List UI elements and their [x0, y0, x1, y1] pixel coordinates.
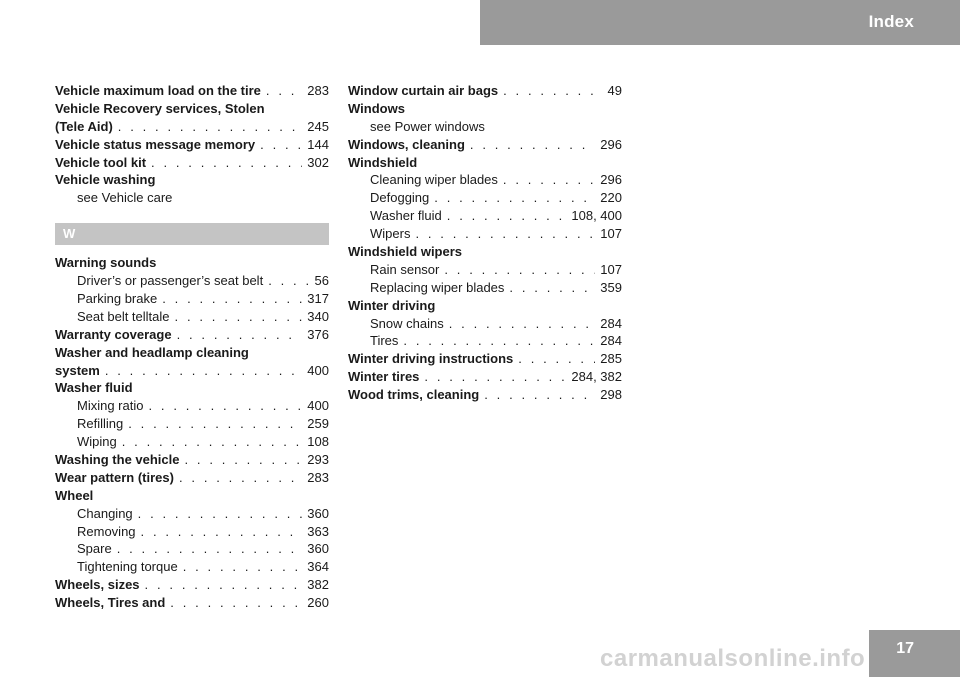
leader-dots [266, 82, 302, 100]
index-entry [55, 362, 329, 380]
index-entry [55, 344, 329, 362]
entry-text: Spare [77, 541, 112, 557]
entry-page: 285 [600, 351, 622, 367]
index-subentry [55, 558, 329, 576]
entry-text: Removing [77, 523, 136, 539]
index-entry [55, 254, 329, 272]
entry-page: 296 [600, 136, 622, 152]
leader-dots [260, 136, 302, 154]
leader-dots [503, 82, 602, 100]
leader-dots [518, 350, 595, 368]
entry-text: Windows, cleaning [348, 136, 465, 152]
entry-page: 317 [307, 291, 329, 307]
entry-text: see Power windows [370, 118, 485, 134]
entry-page: 283 [307, 469, 329, 485]
entry-page: 296 [600, 172, 622, 188]
entry-page: 400 [307, 398, 329, 414]
entry-text: Washer and headlamp cleaning [55, 344, 249, 360]
entry-page: 108 [307, 434, 329, 450]
entry-text: Window curtain air bags [348, 83, 499, 98]
entry-page: 259 [307, 416, 329, 432]
index-group-w-continued [348, 82, 622, 404]
index-subentry [55, 433, 329, 451]
leader-dots [434, 189, 595, 207]
entry-text: Defogging [370, 190, 430, 206]
index-subentry [348, 332, 622, 350]
leader-dots [179, 469, 302, 487]
header-band [480, 0, 960, 45]
leader-dots [117, 540, 303, 558]
entry-page: 382 [307, 577, 329, 593]
entry-page: 363 [307, 523, 329, 539]
index-entry [55, 594, 329, 612]
index-entry [348, 243, 622, 261]
index-subentry [55, 290, 329, 308]
entry-page: 284, 382 [571, 369, 622, 385]
leader-dots [141, 523, 303, 541]
entry-text: Winter driving [348, 297, 436, 313]
entry-text: Warranty coverage [55, 326, 172, 342]
entry-page: 107 [600, 261, 622, 277]
index-entry [55, 379, 329, 397]
leader-dots [449, 315, 596, 333]
index-subentry [55, 523, 329, 541]
index-subentry [55, 397, 329, 415]
entry-page: 260 [307, 595, 329, 611]
entry-page: 144 [307, 136, 329, 152]
entry-page: 284 [600, 333, 622, 349]
entry-page: 293 [307, 452, 329, 468]
entry-page: 108, 400 [571, 208, 622, 224]
index-entry [348, 350, 622, 368]
index-entry [55, 100, 329, 118]
index-subentry [348, 118, 622, 136]
index-entry [348, 82, 622, 100]
leader-dots [128, 415, 302, 433]
leader-dots [415, 225, 595, 243]
leader-dots [403, 332, 595, 350]
index-entry [55, 118, 329, 136]
index-entry [348, 368, 622, 386]
entry-text: (Tele Aid) [55, 118, 113, 134]
leader-dots [509, 279, 595, 297]
entry-text: Changing [77, 505, 133, 521]
entry-text: Parking brake [77, 291, 158, 307]
entry-page: 284 [600, 315, 622, 331]
index-entry [55, 154, 329, 172]
leader-dots [447, 207, 567, 225]
index-subentry [348, 225, 622, 243]
watermark: carmanualsonline.info [600, 645, 866, 672]
index-entry [55, 136, 329, 154]
leader-dots [185, 451, 303, 469]
leader-dots [484, 386, 595, 404]
entry-text: Washing the vehicle [55, 452, 180, 468]
index-entry [348, 297, 622, 315]
index-subentry [348, 207, 622, 225]
page-number: 17 [896, 640, 914, 657]
entry-page: 359 [600, 279, 622, 295]
leader-dots [118, 118, 303, 136]
entry-text: Washer fluid [55, 380, 133, 396]
entry-text: Wiping [77, 434, 117, 450]
index-subentry [348, 315, 622, 333]
entry-text: Wipers [370, 226, 411, 242]
leader-dots [268, 272, 309, 290]
leader-dots [162, 290, 302, 308]
entry-text: Vehicle tool kit [55, 154, 147, 170]
entry-page: 49 [607, 83, 622, 98]
entry-text: Windshield [348, 154, 418, 170]
index-entry [55, 487, 329, 505]
leader-dots [503, 171, 595, 189]
leader-dots [122, 433, 303, 451]
leader-dots [145, 576, 303, 594]
index-entry [348, 100, 622, 118]
index-entry [348, 154, 622, 172]
entry-page: 302 [307, 154, 329, 170]
entry-text: Winter driving instructions [348, 351, 514, 367]
index-subentry [55, 272, 329, 290]
index-group-v [55, 82, 329, 207]
entry-page: 376 [307, 326, 329, 342]
entry-page: 56 [314, 273, 329, 289]
index-subentry [55, 415, 329, 433]
index-entry [55, 171, 329, 189]
index-subentry [348, 189, 622, 207]
entry-text: Snow chains [370, 315, 444, 331]
index-entry [55, 451, 329, 469]
entry-text: Driver’s or passenger’s seat belt [77, 273, 264, 289]
entry-page: 360 [307, 541, 329, 557]
entry-page: 360 [307, 505, 329, 521]
entry-page: 400 [307, 362, 329, 378]
entry-text: Seat belt telltale [77, 308, 170, 324]
leader-dots [138, 505, 303, 523]
index-group-w [55, 254, 329, 612]
entry-page: 245 [307, 118, 329, 134]
index-subentry [55, 505, 329, 523]
page-number-box [869, 630, 960, 677]
entry-text: Wheels, Tires and [55, 595, 166, 611]
entry-text: Replacing wiper blades [370, 279, 505, 295]
entry-page: 298 [600, 387, 622, 403]
section-header-w: W [55, 223, 329, 245]
entry-text: see Vehicle care [77, 190, 173, 206]
entry-text: Vehicle status message memory [55, 136, 256, 152]
entry-text: Wheel [55, 487, 94, 503]
entry-text: Vehicle Recovery services, Stolen [55, 100, 265, 116]
index-column-left [55, 82, 329, 612]
entry-page: 107 [600, 226, 622, 242]
entry-text: Warning sounds [55, 255, 157, 271]
index-column-right [348, 82, 622, 404]
entry-page: 220 [600, 190, 622, 206]
header-title: Index [868, 12, 914, 31]
entry-text: Tightening torque [77, 559, 178, 575]
index-entry [55, 576, 329, 594]
entry-text: Washer fluid [370, 208, 442, 224]
index-entry [348, 386, 622, 404]
entry-text: Rain sensor [370, 261, 440, 277]
entry-text: Windows [348, 100, 405, 116]
entry-text: Mixing ratio [77, 398, 144, 414]
leader-dots [183, 558, 303, 576]
entry-text: Vehicle maximum load on the tire [55, 83, 261, 98]
leader-dots [105, 362, 302, 380]
index-subentry [348, 261, 622, 279]
leader-dots [424, 368, 566, 386]
index-entry [55, 82, 329, 100]
entry-page: 283 [307, 83, 329, 98]
entry-page: 340 [307, 308, 329, 324]
entry-text: Cleaning wiper blades [370, 172, 498, 188]
leader-dots [148, 397, 302, 415]
entry-text: Wear pattern (tires) [55, 469, 174, 485]
leader-dots [470, 136, 595, 154]
entry-text: Windshield wipers [348, 244, 463, 260]
index-subentry [348, 279, 622, 297]
entry-page: 364 [307, 559, 329, 575]
entry-text: Wheels, sizes [55, 577, 140, 593]
leader-dots [444, 261, 595, 279]
leader-dots [151, 154, 302, 172]
entry-text: Tires [370, 333, 399, 349]
index-entry [348, 136, 622, 154]
index-subentry [55, 540, 329, 558]
leader-dots [177, 326, 303, 344]
index-subentry [55, 189, 329, 207]
index-subentry [348, 171, 622, 189]
entry-text: system [55, 362, 100, 378]
leader-dots [175, 308, 303, 326]
leader-dots [170, 594, 302, 612]
index-entry [55, 469, 329, 487]
index-entry [55, 326, 329, 344]
entry-text: Winter tires [348, 369, 420, 385]
entry-text: Vehicle washing [55, 172, 156, 188]
entry-text: Wood trims, cleaning [348, 387, 480, 403]
entry-text: Refilling [77, 416, 124, 432]
index-subentry [55, 308, 329, 326]
